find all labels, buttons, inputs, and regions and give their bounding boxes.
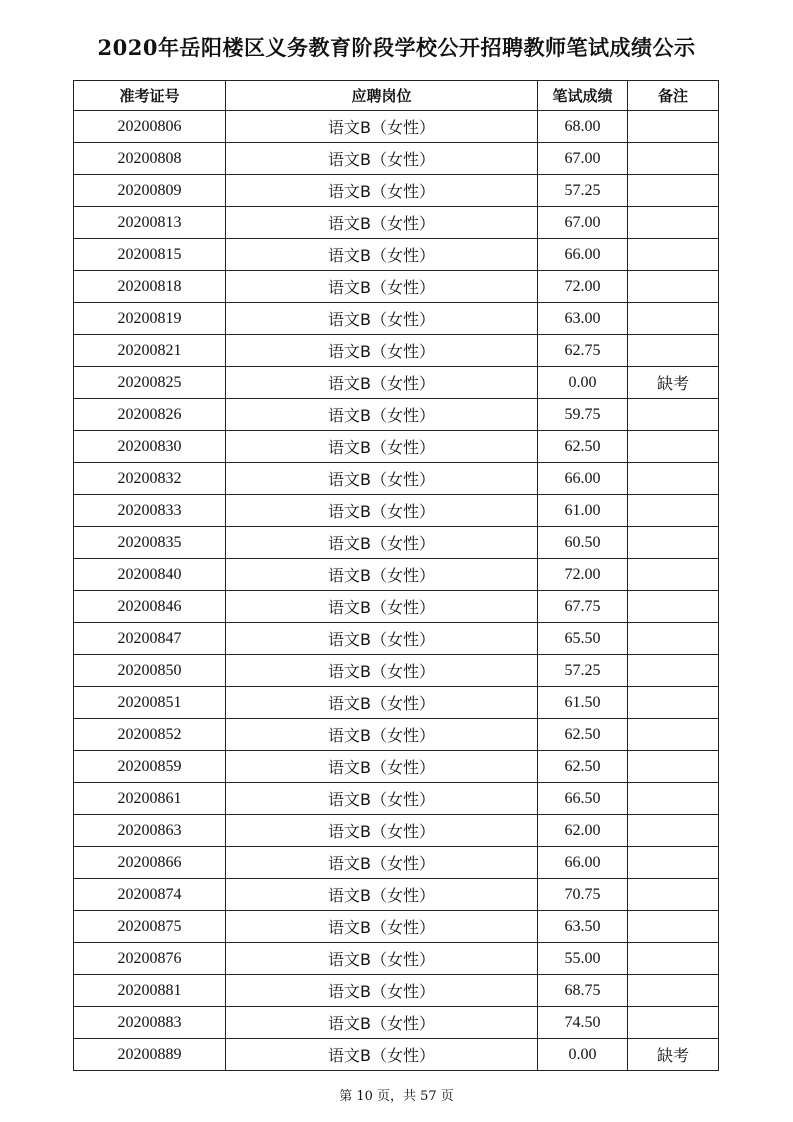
- note-cell: [628, 911, 719, 943]
- position-cell: 语文B（女性）: [226, 943, 538, 975]
- score-cell: 66.00: [538, 239, 628, 271]
- table-row: [74, 143, 719, 175]
- exam-id-cell: 20200881: [74, 975, 226, 1007]
- position-cell: 语文B（女性）: [226, 175, 538, 207]
- position-cell: 语文B（女性）: [226, 719, 538, 751]
- exam-id-cell: 20200846: [74, 591, 226, 623]
- exam-id-cell: 20200851: [74, 687, 226, 719]
- score-cell: 0.00: [538, 367, 628, 399]
- score-cell: 62.50: [538, 751, 628, 783]
- exam-id-cell: 20200819: [74, 303, 226, 335]
- note-cell: [628, 271, 719, 303]
- position-cell: 语文B（女性）: [226, 367, 538, 399]
- exam-id-cell: 20200815: [74, 239, 226, 271]
- exam-id-cell: 20200850: [74, 655, 226, 687]
- table-row: [74, 207, 719, 239]
- note-cell: [628, 495, 719, 527]
- table-row: [74, 943, 719, 975]
- note-cell: [628, 527, 719, 559]
- note-cell: [628, 687, 719, 719]
- note-cell: [628, 847, 719, 879]
- page-footer: 第 10 页，共 57 页: [339, 1089, 454, 1104]
- page-title: 2020年岳阳楼区义务教育阶段学校公开招聘教师笔试成绩公示: [97, 35, 696, 60]
- exam-id-cell: 20200826: [74, 399, 226, 431]
- note-cell: [628, 623, 719, 655]
- position-cell: 语文B（女性）: [226, 143, 538, 175]
- score-cell: 67.75: [538, 591, 628, 623]
- table-row: [74, 751, 719, 783]
- position-cell: 语文B（女性）: [226, 815, 538, 847]
- position-cell: 语文B（女性）: [226, 655, 538, 687]
- score-cell: 62.75: [538, 335, 628, 367]
- position-cell: 语文B（女性）: [226, 111, 538, 143]
- note-cell: [628, 655, 719, 687]
- header-exam-id: 准考证号: [74, 81, 226, 111]
- position-cell: 语文B（女性）: [226, 847, 538, 879]
- table-row: [74, 687, 719, 719]
- score-cell: 61.50: [538, 687, 628, 719]
- position-cell: 语文B（女性）: [226, 1039, 538, 1071]
- exam-id-cell: 20200852: [74, 719, 226, 751]
- position-cell: 语文B（女性）: [226, 335, 538, 367]
- score-cell: 67.00: [538, 207, 628, 239]
- exam-id-cell: 20200889: [74, 1039, 226, 1071]
- table-row: [74, 271, 719, 303]
- exam-id-cell: 20200840: [74, 559, 226, 591]
- position-cell: 语文B（女性）: [226, 591, 538, 623]
- note-cell: [628, 335, 719, 367]
- position-cell: 语文B（女性）: [226, 879, 538, 911]
- note-cell: [628, 431, 719, 463]
- note-cell: 缺考: [628, 367, 719, 399]
- exam-id-cell: 20200876: [74, 943, 226, 975]
- score-cell: 55.00: [538, 943, 628, 975]
- table-row: [74, 879, 719, 911]
- table-row: [74, 399, 719, 431]
- score-cell: 65.50: [538, 623, 628, 655]
- note-cell: [628, 399, 719, 431]
- note-cell: [628, 175, 719, 207]
- position-cell: 语文B（女性）: [226, 687, 538, 719]
- note-cell: [628, 943, 719, 975]
- note-cell: 缺考: [628, 1039, 719, 1071]
- exam-id-cell: 20200859: [74, 751, 226, 783]
- score-cell: 70.75: [538, 879, 628, 911]
- score-cell: 66.00: [538, 847, 628, 879]
- note-cell: [628, 1007, 719, 1039]
- exam-id-cell: 20200847: [74, 623, 226, 655]
- score-cell: 66.50: [538, 783, 628, 815]
- position-cell: 语文B（女性）: [226, 911, 538, 943]
- table-body: [74, 111, 719, 1071]
- score-cell: 66.00: [538, 463, 628, 495]
- position-cell: 语文B（女性）: [226, 751, 538, 783]
- score-cell: 57.25: [538, 655, 628, 687]
- exam-id-cell: 20200833: [74, 495, 226, 527]
- exam-id-cell: 20200863: [74, 815, 226, 847]
- position-cell: 语文B（女性）: [226, 207, 538, 239]
- exam-id-cell: 20200813: [74, 207, 226, 239]
- table-row: [74, 111, 719, 143]
- table-header-row: [74, 81, 719, 111]
- table-row: [74, 975, 719, 1007]
- table-row: [74, 911, 719, 943]
- score-cell: 57.25: [538, 175, 628, 207]
- header-note: 备注: [628, 81, 719, 111]
- score-cell: 60.50: [538, 527, 628, 559]
- table-row: [74, 463, 719, 495]
- table-row: [74, 335, 719, 367]
- note-cell: [628, 559, 719, 591]
- position-cell: 语文B（女性）: [226, 271, 538, 303]
- position-cell: 语文B（女性）: [226, 527, 538, 559]
- score-cell: 67.00: [538, 143, 628, 175]
- table-row: [74, 1039, 719, 1071]
- exam-id-cell: 20200835: [74, 527, 226, 559]
- exam-id-cell: 20200825: [74, 367, 226, 399]
- table-row: [74, 559, 719, 591]
- note-cell: [628, 111, 719, 143]
- header-position: 应聘岗位: [226, 81, 538, 111]
- table-row: [74, 175, 719, 207]
- note-cell: [628, 463, 719, 495]
- exam-id-cell: 20200875: [74, 911, 226, 943]
- table-row: [74, 495, 719, 527]
- score-cell: 63.00: [538, 303, 628, 335]
- table-row: [74, 847, 719, 879]
- score-cell: 72.00: [538, 559, 628, 591]
- note-cell: [628, 591, 719, 623]
- position-cell: 语文B（女性）: [226, 1007, 538, 1039]
- score-cell: 68.75: [538, 975, 628, 1007]
- exam-id-cell: 20200866: [74, 847, 226, 879]
- position-cell: 语文B（女性）: [226, 559, 538, 591]
- table-row: [74, 1007, 719, 1039]
- position-cell: 语文B（女性）: [226, 623, 538, 655]
- note-cell: [628, 303, 719, 335]
- exam-id-cell: 20200818: [74, 271, 226, 303]
- score-cell: 61.00: [538, 495, 628, 527]
- exam-id-cell: 20200861: [74, 783, 226, 815]
- header-score: 笔试成绩: [538, 81, 628, 111]
- position-cell: 语文B（女性）: [226, 399, 538, 431]
- score-cell: 59.75: [538, 399, 628, 431]
- table-row: [74, 303, 719, 335]
- note-cell: [628, 207, 719, 239]
- exam-id-cell: 20200808: [74, 143, 226, 175]
- table-row: [74, 591, 719, 623]
- position-cell: 语文B（女性）: [226, 239, 538, 271]
- position-cell: 语文B（女性）: [226, 303, 538, 335]
- score-cell: 63.50: [538, 911, 628, 943]
- note-cell: [628, 143, 719, 175]
- table-row: [74, 527, 719, 559]
- scores-table: [73, 80, 719, 1071]
- position-cell: 语文B（女性）: [226, 495, 538, 527]
- exam-id-cell: 20200809: [74, 175, 226, 207]
- table-row: [74, 655, 719, 687]
- exam-id-cell: 20200821: [74, 335, 226, 367]
- exam-id-cell: 20200830: [74, 431, 226, 463]
- position-cell: 语文B（女性）: [226, 431, 538, 463]
- exam-id-cell: 20200874: [74, 879, 226, 911]
- note-cell: [628, 783, 719, 815]
- position-cell: 语文B（女性）: [226, 975, 538, 1007]
- table-row: [74, 623, 719, 655]
- position-cell: 语文B（女性）: [226, 463, 538, 495]
- note-cell: [628, 815, 719, 847]
- score-cell: 62.50: [538, 431, 628, 463]
- score-cell: 68.00: [538, 111, 628, 143]
- table-row: [74, 815, 719, 847]
- position-cell: 语文B（女性）: [226, 783, 538, 815]
- table-row: [74, 719, 719, 751]
- note-cell: [628, 239, 719, 271]
- score-cell: 0.00: [538, 1039, 628, 1071]
- score-cell: 72.00: [538, 271, 628, 303]
- exam-id-cell: 20200806: [74, 111, 226, 143]
- table-row: [74, 239, 719, 271]
- score-cell: 62.00: [538, 815, 628, 847]
- exam-id-cell: 20200883: [74, 1007, 226, 1039]
- score-cell: 74.50: [538, 1007, 628, 1039]
- note-cell: [628, 719, 719, 751]
- table-row: [74, 367, 719, 399]
- table-row: [74, 431, 719, 463]
- score-cell: 62.50: [538, 719, 628, 751]
- note-cell: [628, 879, 719, 911]
- note-cell: [628, 751, 719, 783]
- exam-id-cell: 20200832: [74, 463, 226, 495]
- note-cell: [628, 975, 719, 1007]
- table-row: [74, 783, 719, 815]
